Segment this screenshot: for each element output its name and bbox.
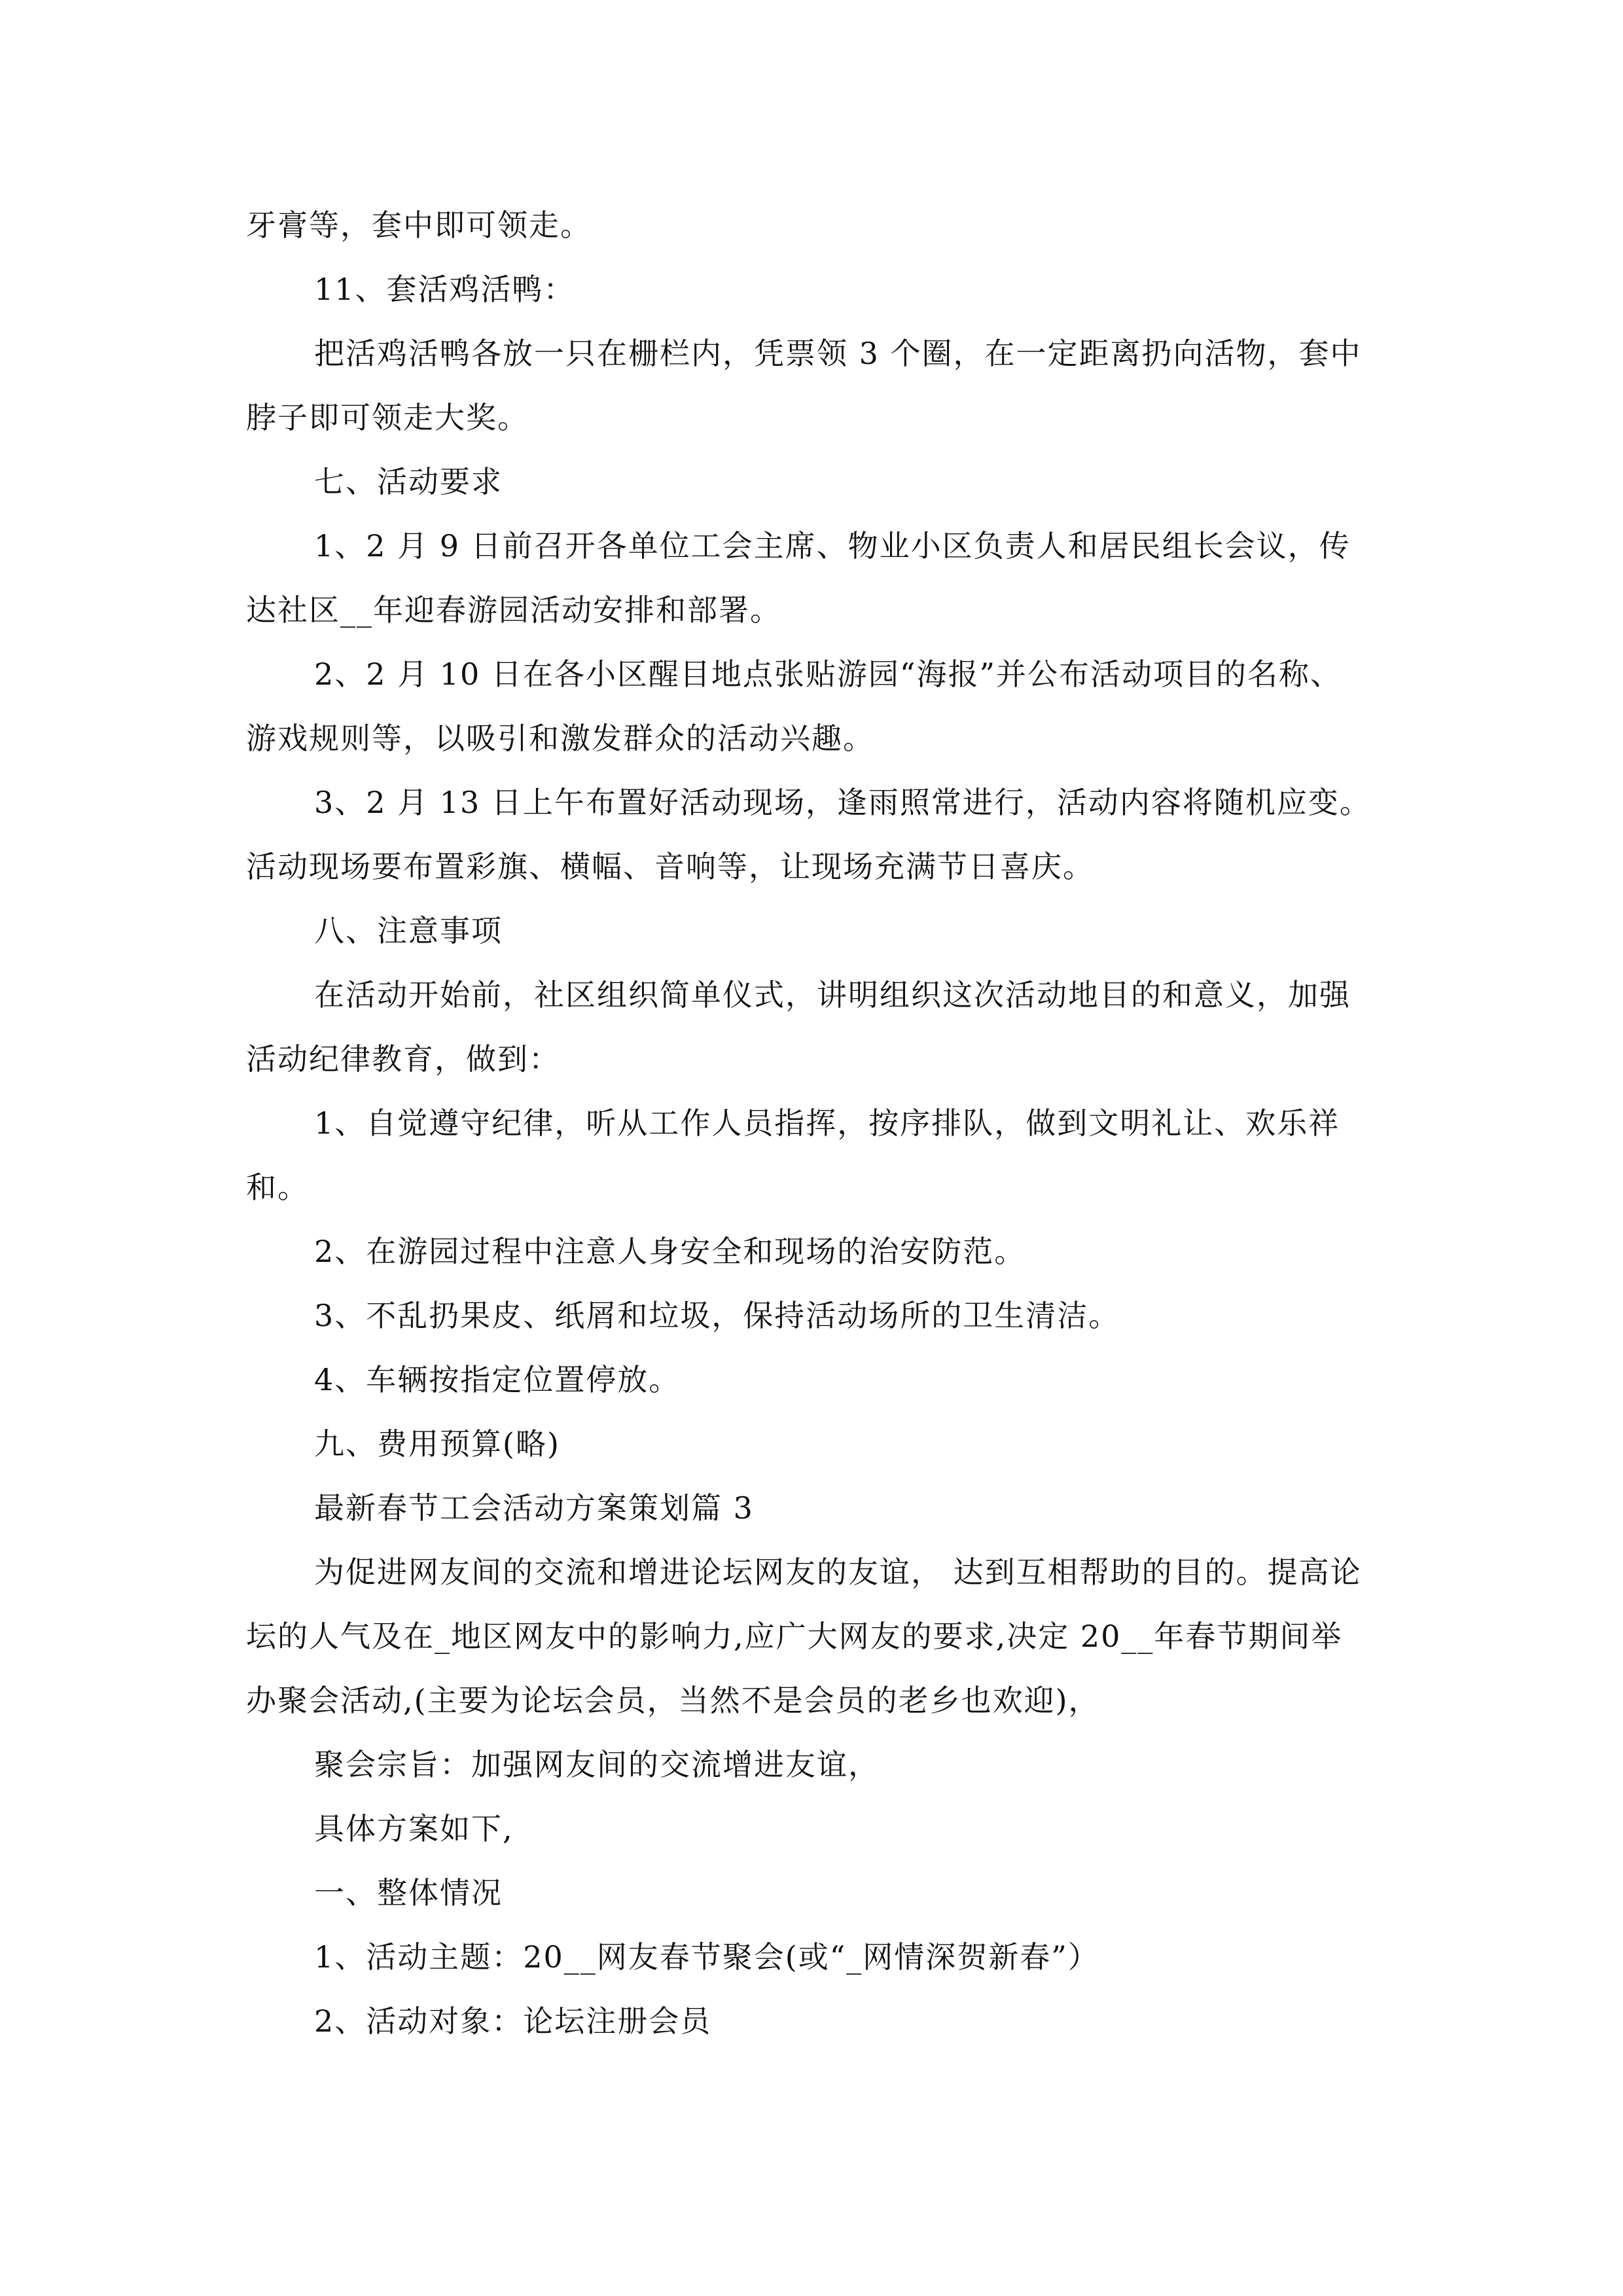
text-line: 八、注意事项 (314, 913, 503, 948)
text-line: 11、套活鸡活鸭： (314, 272, 575, 307)
text-line: 3、2 月 13 日上午布置好活动现场，逢雨照常进行，活动内容将随机应变。 (314, 785, 1371, 820)
text-line: 一、整体情况 (314, 1875, 503, 1910)
text-line: 具体方案如下, (314, 1811, 514, 1846)
text-line: 和。 (246, 1170, 309, 1205)
text-line: 最新春节工会活动方案策划篇 3 (314, 1490, 754, 1526)
text-line: 3、不乱扔果皮、纸屑和垃圾，保持活动场所的卫生清洁。 (314, 1298, 1120, 1333)
text-line: 脖子即可领走大奖。 (246, 400, 529, 435)
text-line: 1、自觉遵守纪律，听从工作人员指挥，按序排队，做到文明礼让、欢乐祥 (314, 1105, 1340, 1141)
text-line: 牙膏等，套中即可领走。 (246, 207, 592, 243)
text-line: 1、活动主题：20__网友春节聚会(或“_网情深贺新春”） (314, 1939, 1099, 1975)
text-line: 为促进网友间的交流和增进论坛网友的友谊， 达到互相帮助的目的。提高论 (314, 1554, 1362, 1590)
text-line: 办聚会活动,(主要为论坛会员，当然不是会员的老乡也欢迎)， (246, 1683, 1100, 1718)
text-line: 游戏规则等，以吸引和激发群众的活动兴趣。 (246, 721, 874, 756)
text-line: 达社区__年迎春游园活动安排和部署。 (246, 592, 781, 628)
text-line: 坛的人气及在_地区网友中的影响力,应广大网友的要求,决定 20__年春节期间举 (246, 1619, 1343, 1654)
text-line: 七、活动要求 (314, 464, 503, 499)
text-line: 在活动开始前，社区组织简单仪式，讲明组织这次活动地目的和意义，加强 (314, 977, 1351, 1013)
text-line: 活动现场要布置彩旗、横幅、音响等，让现场充满节日喜庆。 (246, 849, 1094, 884)
document-body (246, 193, 1377, 2053)
text-line: 2、2 月 10 日在各小区醒目地点张贴游园“海报”并公布活动项目的名称、 (314, 656, 1342, 692)
text-line: 4、车辆按指定位置停放。 (314, 1362, 681, 1397)
text-line: 活动纪律教育，做到： (246, 1041, 560, 1077)
text-line: 2、在游园过程中注意人身安全和现场的治安防范。 (314, 1234, 1026, 1269)
text-line: 九、费用预算(略) (314, 1426, 560, 1462)
text-line: 聚会宗旨：加强网友间的交流增进友谊， (314, 1747, 880, 1782)
text-line: 1、2 月 9 日前召开各单位工会主席、物业小区负责人和居民组长会议，传 (314, 528, 1351, 564)
text-line: 2、活动对象：论坛注册会员 (314, 2003, 712, 2039)
text-line: 把活鸡活鸭各放一只在栅栏内，凭票领 3 个圈，在一定距离扔向活物，套中 (314, 336, 1362, 371)
